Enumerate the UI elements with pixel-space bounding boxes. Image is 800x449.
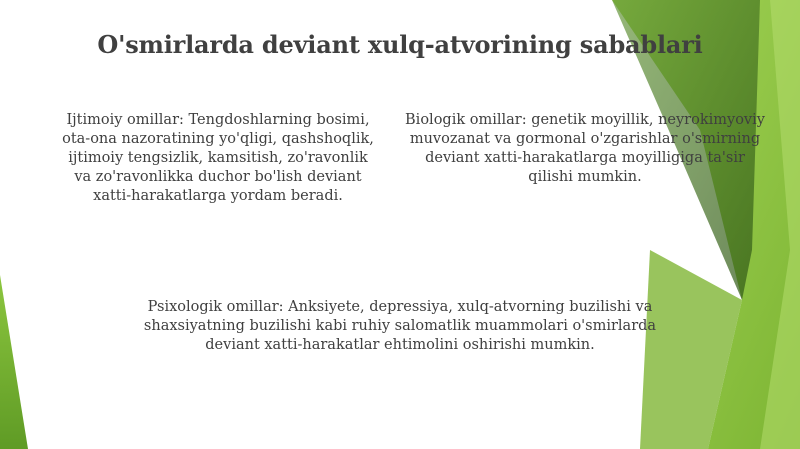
- left-green-sliver: [0, 275, 28, 449]
- social-factors-text: Ijtimoiy omillar: Tengdoshlarning bosimi, ota-ona nazoratining yo'qligi, qashshoqlik, ijtimoiy tengsizlik, kamsitish, zo'ravonlik va zo'ravonlikka duchor bo'lish deviant xatti-harakatlarga yordam beradi.: [62, 112, 374, 204]
- psychological-factors-text: Psixologik omillar: Anksiyete, depressiya, xulq-atvorning buzilishi va shaxsiyatning buzilishi kabi ruhiy salomatlik muammolari o'smirlarda deviant xatti-harakatlar ehtimolini oshirishi mumkin.: [143, 299, 657, 353]
- biological-factors-text: Biologik omillar: genetik moyillik, neyrokimyoviy muvozanat va gormonal o'zgarishlar o'smirning deviant xatti-harakatlarga moyilligiga ta'sir qilishi mumkin.: [405, 112, 765, 185]
- slide-title: O'smirlarda deviant xulq-atvorining sabablari: [97, 30, 703, 59]
